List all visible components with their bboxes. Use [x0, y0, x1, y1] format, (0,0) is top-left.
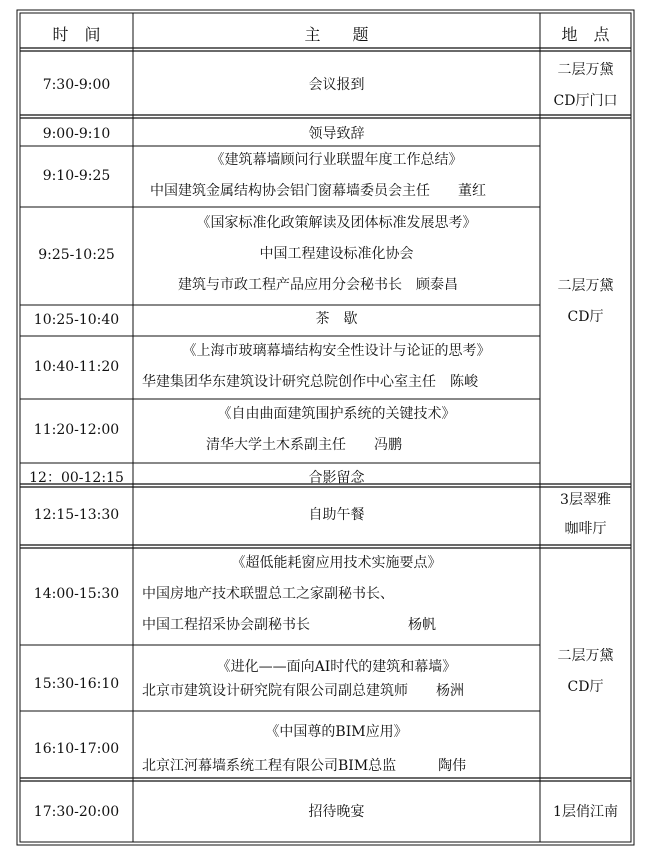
row-speaker: 建筑与市政工程产品应用分会秘书长 顾泰昌	[178, 277, 458, 293]
row-time: 10:25-10:40	[33, 312, 120, 328]
row-time: 9:00-9:10	[42, 126, 111, 142]
row-topic: 合影留念	[308, 470, 365, 486]
row-topic: 茶 歇	[315, 311, 358, 327]
row-topic: 会议报到	[308, 77, 365, 93]
place-cell: 咖啡厅	[564, 521, 607, 537]
row-speaker-org: 中国工程建设标准化协会	[259, 246, 414, 262]
place-cell: 二层万黛	[557, 648, 614, 664]
row-time: 9:25-10:25	[38, 247, 115, 263]
row-time: 11:20-12:00	[33, 422, 120, 438]
row-topic-title: 《进化——面向AI时代的建筑和幕墙》	[216, 659, 457, 675]
place-cell: CD厅	[567, 679, 604, 695]
row-time: 14:00-15:30	[33, 586, 120, 602]
row-time: 12:15-13:30	[33, 507, 120, 523]
row-topic-title: 《超低能耗窗应用技术实施要点》	[231, 555, 442, 571]
row-speaker: 北京江河幕墙系统工程有限公司BIM总监 陶伟	[142, 758, 467, 774]
row-time: 15:30-16:10	[33, 676, 120, 692]
header-time: 时 间	[52, 25, 101, 44]
row-speaker: 北京市建筑设计研究院有限公司副总建筑师 杨洲	[142, 683, 464, 699]
row-topic: 自助午餐	[308, 507, 365, 523]
row-topic-title: 《自由曲面建筑围护系统的关键技术》	[217, 406, 456, 422]
place-cell: CD厅	[567, 309, 604, 325]
row-speaker-org: 中国房地产技术联盟总工之家副秘书长、	[142, 586, 394, 602]
place-cell: 二层万黛	[557, 62, 614, 78]
row-time: 7:30-9:00	[42, 77, 111, 93]
place-cell: 1层俏江南	[553, 804, 618, 820]
row-topic-title: 《国家标准化政策解读及团体标准发展思考》	[196, 215, 477, 231]
place-cell: CD厅门口	[553, 93, 618, 109]
row-time: 12：00-12:15	[29, 470, 124, 486]
row-topic-title: 《上海市玻璃幕墙结构安全性设计与论证的思考》	[182, 343, 491, 359]
row-time: 16:10-17:00	[33, 741, 120, 757]
row-topic: 招待晚宴	[308, 804, 365, 820]
place-cell: 二层万黛	[557, 278, 614, 294]
row-speaker: 中国工程招采协会副秘书长 杨帆	[142, 617, 436, 633]
row-time: 9:10-9:25	[42, 168, 111, 184]
row-time: 10:40-11:20	[33, 359, 120, 375]
row-topic-title: 《中国尊的BIM应用》	[265, 724, 408, 740]
row-topic-title: 《建筑幕墙顾问行业联盟年度工作总结》	[210, 152, 463, 168]
row-time: 17:30-20:00	[33, 804, 120, 820]
row-speaker: 华建集团华东建筑设计研究总院创作中心室主任 陈峻	[142, 374, 478, 390]
row-topic: 领导致辞	[308, 126, 365, 142]
header-topic: 主 题	[304, 25, 369, 44]
row-speaker: 清华大学土木系副主任 冯鹏	[206, 437, 402, 453]
place-cell: 3层翠雅	[560, 492, 611, 508]
header-place: 地 点	[561, 25, 610, 44]
row-speaker: 中国建筑金属结构协会铝门窗幕墙委员会主任 董红	[150, 183, 486, 199]
